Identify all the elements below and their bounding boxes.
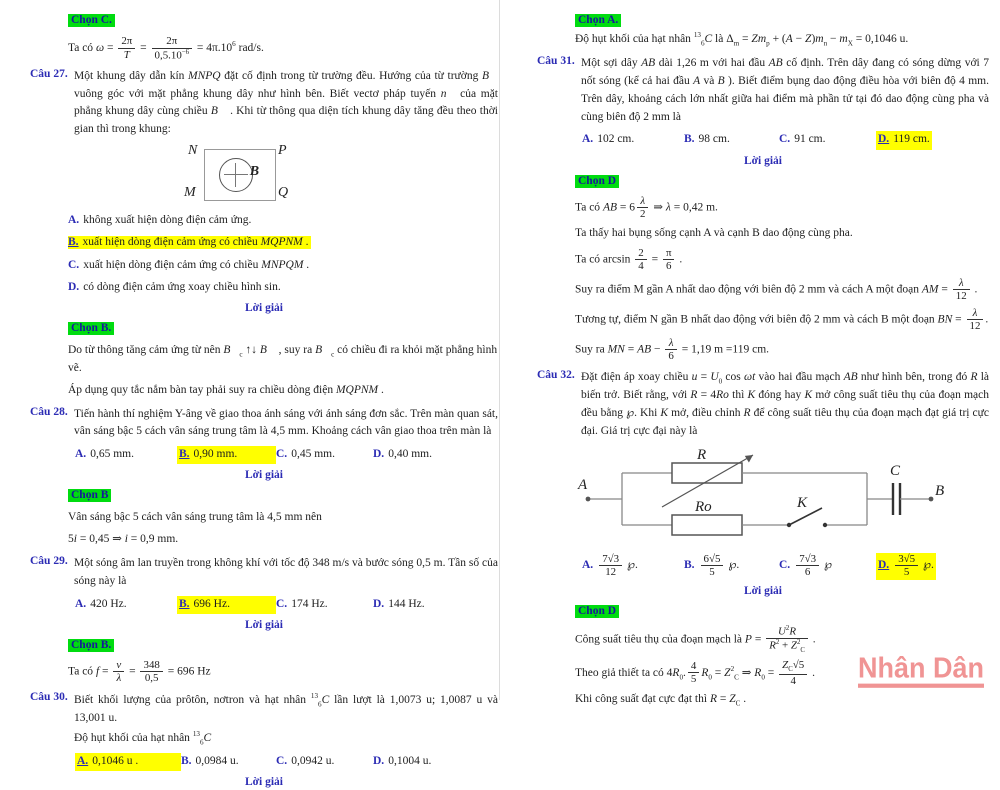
option-letter: C. xyxy=(779,559,791,572)
option-text: 98 cm. xyxy=(698,133,730,146)
question-28 xyxy=(30,406,498,550)
q27-loop-figure xyxy=(180,142,320,207)
q32-option-a xyxy=(582,553,684,579)
answer-key-q32: Chọn D xyxy=(575,605,619,618)
q28-solution-line-1: Vân sáng bậc 5 cách vân sáng trung tâm là 4,5 mm nên xyxy=(68,511,322,524)
q27-option-a xyxy=(68,211,498,229)
answer-key-q27: Chọn B. xyxy=(68,322,114,335)
option-text: 0,90 mm. xyxy=(193,448,238,461)
solution-heading: Lời giải xyxy=(245,301,283,314)
q32-solution-line-1: Công suất tiêu thụ của đoạn mạch là P = $\frac{U^2R}{R^2 + Z^2_C}$ . xyxy=(575,624,816,654)
q32-circuit-figure xyxy=(577,445,989,548)
q31-option-a xyxy=(582,131,684,148)
option-letter: B. xyxy=(684,133,695,146)
q28-option-c xyxy=(276,446,373,463)
option-letter: D. xyxy=(878,559,890,572)
answer-key-q26: Chọn C. xyxy=(68,14,115,27)
q29-option-c xyxy=(276,596,373,613)
option-letter: B. xyxy=(181,755,192,768)
question-28-number: Câu 28. xyxy=(30,405,68,418)
left-page-column xyxy=(30,0,498,790)
q29-solution-formula: Ta có f = $\frac{v}{\lambda}$ = $\frac{348}{0,5}$ = 696 Hz xyxy=(68,658,211,685)
option-letter: B. xyxy=(179,448,190,461)
option-letter: A. xyxy=(75,448,87,461)
option-letter: C. xyxy=(68,258,80,271)
option-letter: D. xyxy=(878,133,890,146)
q27-solution-line-2: Áp dụng quy tắc nắm bàn tay phải suy ra chiều dòng điện MQPNM . xyxy=(68,383,384,396)
question-31 xyxy=(537,55,989,363)
option-text: $\frac{7√3}{12}$ ℘. xyxy=(597,559,638,571)
q31-solution-line-5: Tương tự, điểm N gần B nhất dao động với biên độ 2 mm và cách B một đoạn BN = $\frac{\lambda}{12}$ . xyxy=(575,306,989,333)
q32-solution-line-3: Khi công suất đạt cực đạt thì $R = Z_C$ . xyxy=(575,693,747,708)
q30-option-c xyxy=(276,753,373,770)
circuit-label-a: A xyxy=(578,476,588,493)
option-text: không xuất hiện dòng điện cảm ứng. xyxy=(83,213,252,226)
option-letter: B. xyxy=(68,236,79,249)
question-27-number: Câu 27. xyxy=(30,67,68,80)
option-letter: B. xyxy=(684,559,695,572)
option-text: $\frac{7√3}{6}$ ℘ xyxy=(794,559,832,571)
q31-options xyxy=(582,131,989,149)
q28-option-a xyxy=(75,446,177,463)
option-letter: A. xyxy=(582,133,594,146)
circuit-label-ro: Ro xyxy=(695,498,712,515)
q27-solution-line-1: Do từ thông tăng cảm ứng từ nên $B⃗_c$ ↑↓ B⃗ , suy ra $B⃗_c$ có chiều đi ra khỏi mặt phẳng hình vẽ. xyxy=(68,343,498,374)
q29-options xyxy=(75,596,498,614)
question-32-text: Đặt điện áp xoay chiều $u = U_0$ cos ωt vào hai đầu mạch AB như hình bên, trong đó R là biến trở. Biết rằng, với R = 4Ro thì K đóng hay K mở công suất tiêu thụ của đoạn mạch đều bằng ℘. Khi K mở, điều chỉnh R để công suất tiêu thụ của đoạn mạch đạt giá trị cực đại. Giá trị cực đại này là xyxy=(581,370,989,437)
q31-option-c xyxy=(779,131,876,148)
figure-corner-n: N xyxy=(188,142,198,158)
option-letter: C. xyxy=(276,448,288,461)
option-text: 0,1046 u . xyxy=(92,755,139,768)
option-text: 0,0984 u. xyxy=(195,755,239,768)
question-29-number: Câu 29. xyxy=(30,555,68,567)
nhan-dan-watermark-logo: Nhân Dân xyxy=(858,653,984,688)
q27-option-b-chosen xyxy=(68,233,498,251)
right-page-column xyxy=(537,0,989,713)
solution-formula-omega: Ta có ω = $\frac{2\pi}{T}$ = $\frac{2\pi}{0,5.10^{-6}}$ = $4\pi.10^6$ rad/s. xyxy=(68,35,264,62)
circuit-label-b: B xyxy=(935,482,945,499)
option-letter: A. xyxy=(68,213,80,226)
solution-heading: Lời giải xyxy=(245,776,283,789)
option-text: có dòng điện cảm ứng xoay chiều hình sin. xyxy=(83,281,281,294)
answer-key-q30: Chọn A. xyxy=(575,14,621,27)
q31-solution-line-6: Suy ra MN = AB − $\frac{\lambda}{6}$ = 1,19 m =119 cm. xyxy=(575,336,770,363)
option-text: 696 Hz. xyxy=(193,597,230,610)
option-letter: D. xyxy=(373,597,385,610)
question-32-number: Câu 32. xyxy=(537,368,575,381)
q31-solution-line-1: Ta có AB = 6 $\frac{\lambda}{2}$ ⇒ λ = 0,42 m. xyxy=(575,194,718,221)
question-30-number: Câu 30. xyxy=(30,690,68,703)
question-27 xyxy=(30,68,498,400)
q31-option-d-chosen xyxy=(876,131,932,149)
field-label: B⃗ xyxy=(249,163,270,179)
option-letter: C. xyxy=(276,755,288,768)
option-text: 102 cm. xyxy=(597,133,635,146)
q31-solution-line-4: Suy ra điểm M gần A nhất dao động với biên độ 2 mm và cách A một đoạn AM = $\frac{\lambda}{12}$ . xyxy=(575,276,978,303)
option-text: 0,45 mm. xyxy=(291,448,335,461)
option-text: 420 Hz. xyxy=(90,597,127,610)
q30-solution-formula: Độ hụt khối của hạt nhân $^{13}_6$C là $\Delta_m = Zm_p + (A - Z)m_n - m_X = 0,1046$ u. xyxy=(575,31,909,48)
question-30 xyxy=(30,691,498,788)
answer-key-q29: Chọn B. xyxy=(68,639,114,652)
q28-option-b-chosen xyxy=(177,446,276,464)
circuit-label-k: K xyxy=(797,494,808,511)
wire-loop xyxy=(204,149,276,201)
option-letter: C. xyxy=(276,597,288,610)
q28-solution-line-2: 5i = 0,45 ⇒ i = 0,9 mm. xyxy=(68,533,179,546)
q29-option-a xyxy=(75,596,177,613)
q27-option-d xyxy=(68,278,498,296)
option-letter: C. xyxy=(779,133,791,146)
option-letter: D. xyxy=(373,448,385,461)
question-31-text: Một sợi dây AB dài 1,26 m với hai đầu AB cố định. Trên dây đang có sóng dừng với 7 nốt sóng (kể cả hai đầu A và B ). Biết điểm bụng dao động điều hòa với biên độ 4 mm. Trên dây, khoảng cách lớn nhất giữa hai điểm mà phần tử tại đó dao động cùng pha và cùng biên độ 2 mm là xyxy=(581,57,989,123)
option-text: 0,1004 u. xyxy=(388,755,432,768)
circuit-label-r: R xyxy=(697,446,707,463)
q32-option-b xyxy=(684,553,779,579)
page-divider xyxy=(499,0,500,700)
answer-key-q31: Chọn D xyxy=(575,175,619,188)
q30-option-b xyxy=(181,753,276,770)
q31-solution-line-2: Ta thấy hai bụng sống cạnh A và cạnh B dao động cùng pha. xyxy=(575,226,853,239)
q29-option-d xyxy=(373,596,425,613)
question-30-text-2: Độ hụt khối của hạt nhân $^{13}_6$C xyxy=(74,729,212,747)
q31-solution-line-3: Ta có arcsin $\frac{2}{4}$ = $\frac{\pi}{6}$ . xyxy=(575,246,683,273)
option-text: xuất hiện dòng điện cảm ứng có chiều MQPNM . xyxy=(82,236,309,249)
option-letter: A. xyxy=(582,559,594,572)
option-text: 91 cm. xyxy=(794,133,826,146)
question-29 xyxy=(30,555,498,685)
q27-option-c xyxy=(68,256,498,274)
option-letter: D. xyxy=(373,755,385,768)
figure-corner-p: P xyxy=(278,142,287,158)
question-29-text: Một sóng âm lan truyền trong không khí với tốc độ 348 m/s và bước sóng 0,5 m. Tần số của sóng này là xyxy=(74,557,498,587)
solution-heading: Lời giải xyxy=(245,469,283,482)
q32-option-d-chosen xyxy=(876,553,936,580)
option-letter: A. xyxy=(77,755,89,768)
question-30-text: Biết khối lượng của prôtôn, nơtron và hạt nhân $^{13}_6$C lần lượt là 1,0073 u; 1,0087 u và 13,001 u. xyxy=(74,691,498,725)
field-into-page-icon xyxy=(219,158,253,192)
q28-option-d xyxy=(373,446,432,463)
option-text: $\frac{6√5}{5}$ ℘. xyxy=(699,559,740,571)
option-text: 0,65 mm. xyxy=(90,448,134,461)
option-letter: B. xyxy=(179,597,190,610)
option-letter: A. xyxy=(75,597,87,610)
question-27-text: Một khung dây dẫn kín MNPQ đặt cố định trong từ trường đều. Hướng của từ trường B⃗ vuông góc với mặt phẳng khung dây như hình bên. Biết vectơ pháp tuyến n⃗ của mặt phẳng khung dây cùng chiều B⃗ . Khi từ thông qua diện tích khung dây tăng đều theo thời gian thì trong khung: xyxy=(74,69,499,136)
q28-options xyxy=(75,446,498,464)
circuit-label-c: C xyxy=(890,462,901,479)
q29-option-b-chosen xyxy=(177,596,276,614)
option-text: 119 cm. xyxy=(893,133,930,146)
option-text: 174 Hz. xyxy=(291,597,328,610)
solution-heading: Lời giải xyxy=(744,584,782,597)
q32-option-c xyxy=(779,553,876,579)
question-31-number: Câu 31. xyxy=(537,55,575,68)
figure-corner-m: M xyxy=(184,184,196,200)
q32-options xyxy=(582,553,989,580)
answer-key-q28: Chọn B xyxy=(68,489,111,502)
solution-heading: Lời giải xyxy=(744,154,782,167)
solution-heading: Lời giải xyxy=(245,618,283,631)
option-letter: D. xyxy=(68,281,80,294)
q32-solution-line-2: Theo giả thiết ta có $4R_0$. $\frac{4}{5}$ $R_0 = Z^2_C$ ⇒ $R_0$ = $\frac{Z_C√5}{4}$ . xyxy=(575,658,815,687)
question-28-text: Tiến hành thí nghiệm Y-âng về giao thoa ánh sáng với ánh sáng đơn sắc. Trên màn quan sát, vân sáng bậc 5 cách vân sáng trung tâm là 4,5 mm. Khoảng cách vân giao thoa trên màn là xyxy=(74,407,498,438)
q31-option-b xyxy=(684,131,779,148)
option-text: xuất hiện dòng điện cảm ứng có chiều MNPQM . xyxy=(83,258,310,271)
q30-option-a-chosen xyxy=(75,753,181,771)
option-text: 144 Hz. xyxy=(388,597,425,610)
q30-options xyxy=(75,753,498,771)
q30-option-d xyxy=(373,753,431,770)
option-text: 0,40 mm. xyxy=(388,448,432,461)
option-text: $\frac{3√5}{5}$ ℘. xyxy=(893,559,934,571)
option-text: 0,0942 u. xyxy=(291,755,335,768)
figure-corner-q: Q xyxy=(278,184,289,200)
